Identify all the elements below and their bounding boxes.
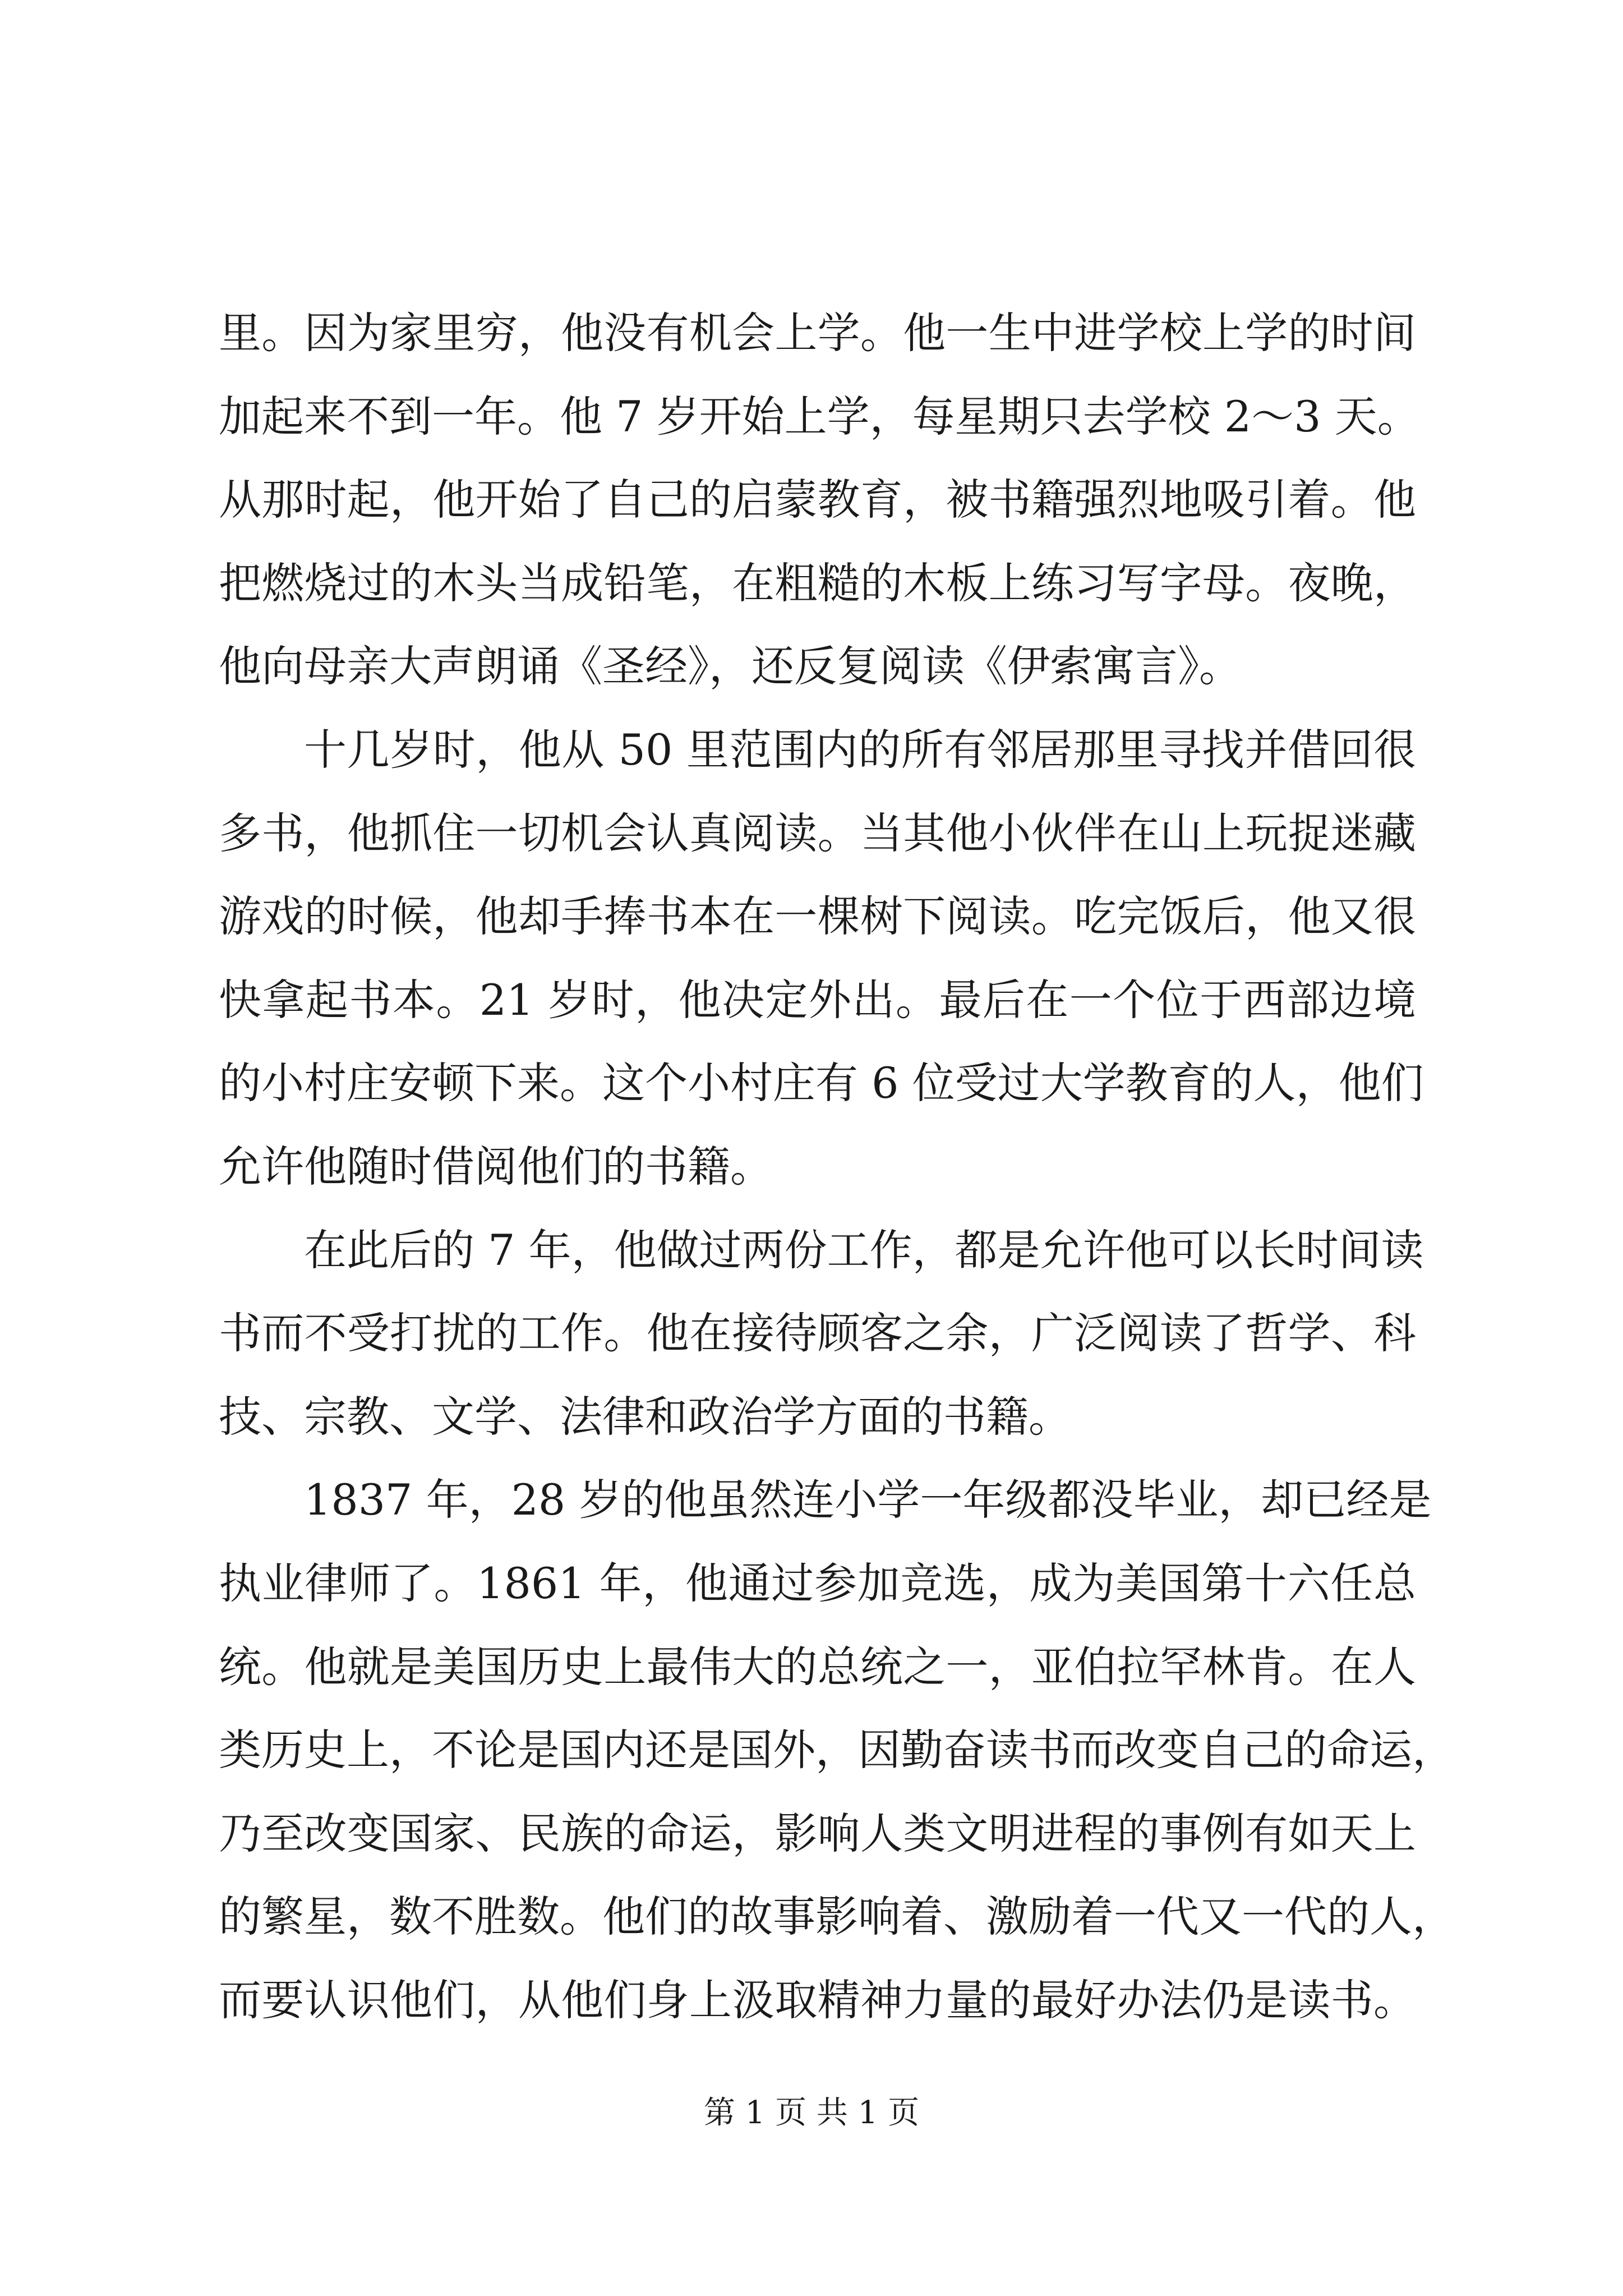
page-number-footer: 第 1 页 共 1 页 [703,2095,920,2131]
text-line: 他向母亲大声朗诵《圣经》，还反复阅读《伊索寓言》。 [219,641,1242,692]
paragraph-first-line: 在此后的 7 年，他做过两份工作，都是允许他可以长时间读 [304,1225,1424,1275]
text-line: 的小村庄安顿下来。这个小村庄有 6 位受过大学教育的人，他们 [219,1058,1424,1108]
text-line: 快拿起书本。21 岁时，他决定外出。最后在一个位于西部边境 [219,974,1416,1025]
text-line: 类历史上，不论是国内还是国外，因勤奋读书而改变自己的命运， [219,1725,1455,1775]
text-line: 里。因为家里穷，他没有机会上学。他一生中进学校上学的时间 [219,308,1416,358]
text-line: 把燃烧过的木头当成铅笔，在粗糙的木板上练习写字母。夜晚， [219,558,1416,608]
text-line: 允许他随时借阅他们的书籍。 [219,1141,773,1191]
text-line: 从那时起，他开始了自己的启蒙教育，被书籍强烈地吸引着。他 [219,475,1416,525]
text-line: 多书，他抓住一切机会认真阅读。当其他小伙伴在山上玩捉迷藏 [219,808,1416,858]
text-line: 技、宗教、文学、法律和政治学方面的书籍。 [219,1391,1071,1442]
paragraph-first-line: 1837 年，28 岁的他虽然连小学一年级都没毕业，却已经是 [304,1475,1432,1525]
text-line: 统。他就是美国历史上最伟大的总统之一，亚伯拉罕林肯。在人 [219,1641,1416,1692]
text-line: 书而不受打扰的工作。他在接待顾客之余，广泛阅读了哲学、科 [219,1308,1416,1359]
document-body [219,292,1455,2042]
text-line: 游戏的时候，他却手捧书本在一棵树下阅读。吃完饭后，他又很 [219,891,1416,942]
text-line: 执业律师了。1861 年，他通过参加竞选，成为美国第十六任总 [219,1558,1416,1608]
text-line: 的繁星，数不胜数。他们的故事影响着、激励着一代又一代的人， [219,1892,1455,1942]
paragraph-first-line: 十几岁时，他从 50 里范围内的所有邻居那里寻找并借回很 [304,724,1416,775]
text-line: 乃至改变国家、民族的命运，影响人类文明进程的事例有如天上 [219,1808,1416,1858]
text-line: 加起来不到一年。他 7 岁开始上学，每星期只去学校 2～3 天。 [219,391,1420,441]
text-line: 而要认识他们，从他们身上汲取精神力量的最好办法仍是读书。 [219,1975,1416,2025]
